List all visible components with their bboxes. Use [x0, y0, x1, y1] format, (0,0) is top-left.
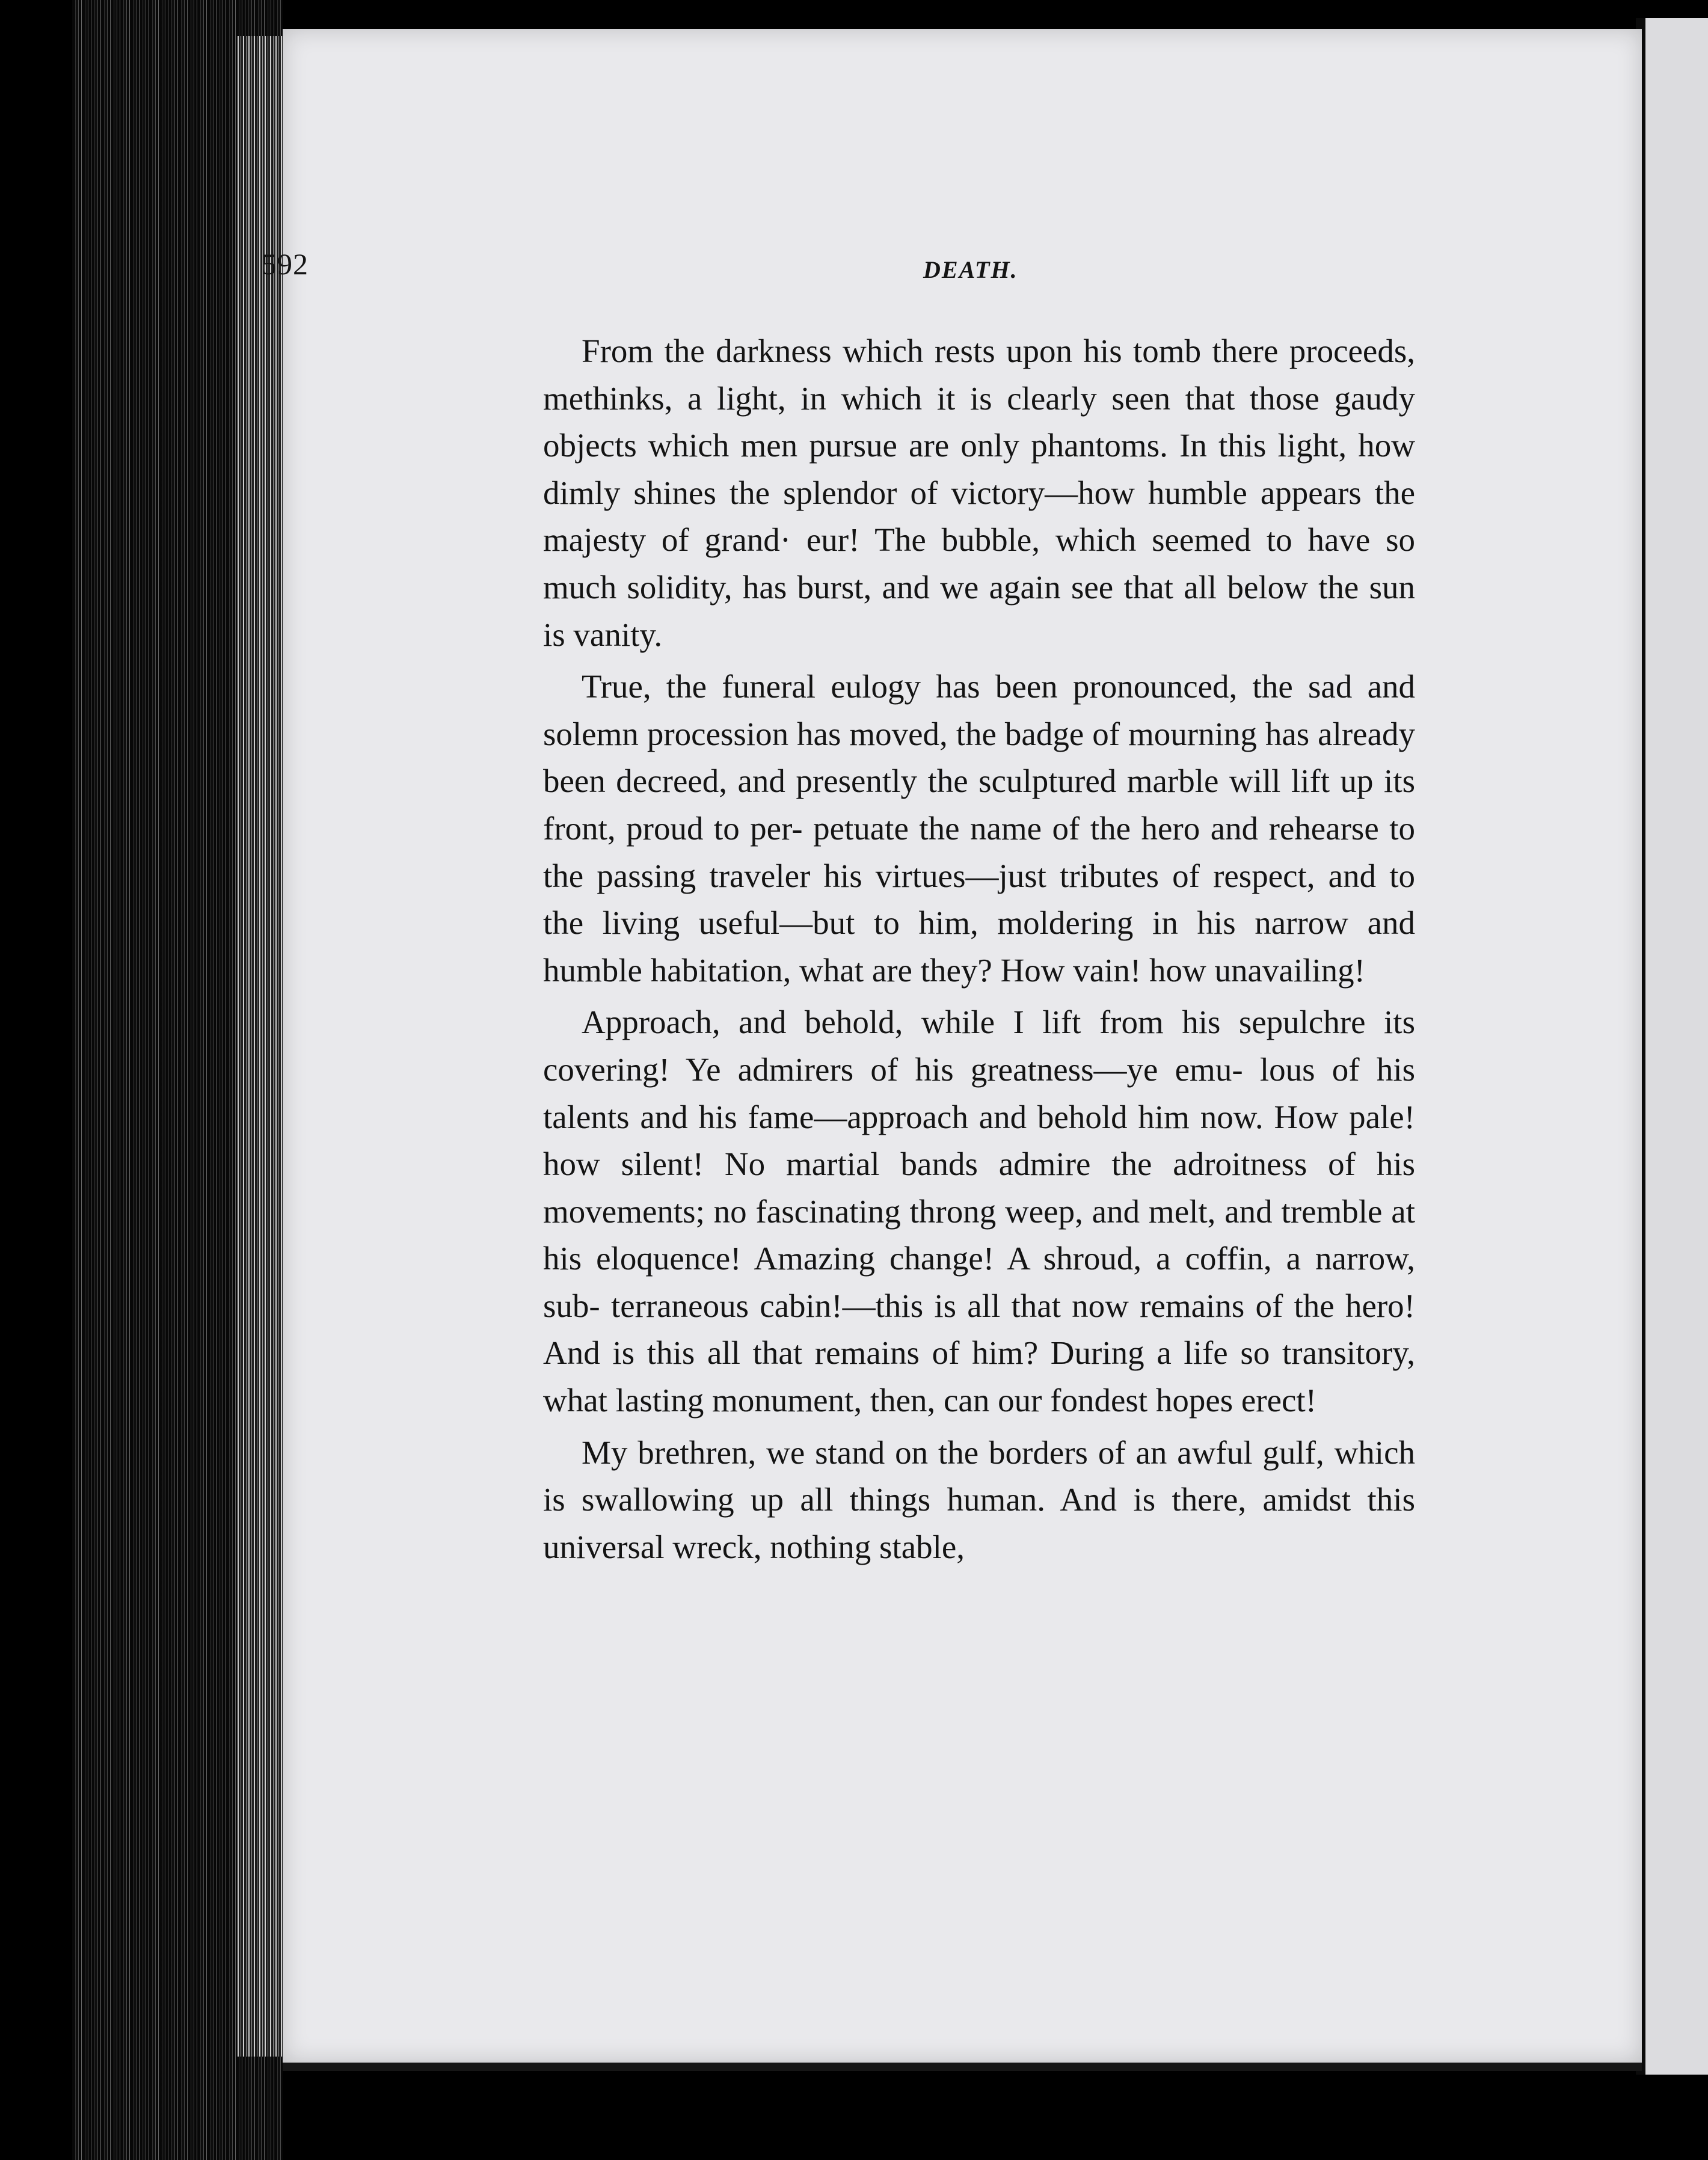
- running-head: DEATH.: [923, 256, 1018, 283]
- book-page-edges-inner: [238, 36, 286, 2057]
- paragraph-3: Approach, and behold, while I lift from his sepulchre its covering! Ye admirers of his greatness—ye emu- lous of his talents and his fame—approach and behold him now. How pale! how silent! No martial bands admire the adroitness of his movements; no fascinating throng weep, and melt, and tremble at his eloquence! Amazing change! A shroud, a coffin, a narrow, sub- terraneous cabin!—this is all that now remains of the hero! And is this all that remains of him? During a life so transitory, what lasting monument, then, can our fondest hopes erect!: [543, 1004, 1415, 1419]
- page-number: 592: [262, 247, 309, 281]
- page-bottom-edge: [283, 2063, 1642, 2071]
- paragraph-2: True, the funeral eulogy has been pronounced, the sad and solemn procession has moved, the badge of mourning has already been decreed, and presently the sculptured marble will lift up its front, proud to per- petuate the name of the hero and rehearse to the passing traveler his virtues—just tributes of respect, and to the living useful—but to him, moldering in his narrow and humble habitation, what are they? How vain! how unavailing!: [543, 668, 1415, 989]
- paragraph-1: From the darkness which rests upon his tomb there proceeds, methinks, a light, in which it is clearly seen that those gaudy objects which men pursue are only phantoms. In this light, how dimly shines the splendor of victory—how humble appears the majesty of grand· eur! The bubble, which seemed to have so much solidity, has burst, and we again see that all below the sun is vanity.: [543, 333, 1415, 653]
- body-text: [543, 328, 1415, 1576]
- paragraph-4: My brethren, we stand on the borders of an awful gulf, which is swallowing up all things human. And is there, amidst this universal wreck, nothing stable,: [543, 1434, 1415, 1565]
- next-page-edge: [1636, 18, 1708, 2075]
